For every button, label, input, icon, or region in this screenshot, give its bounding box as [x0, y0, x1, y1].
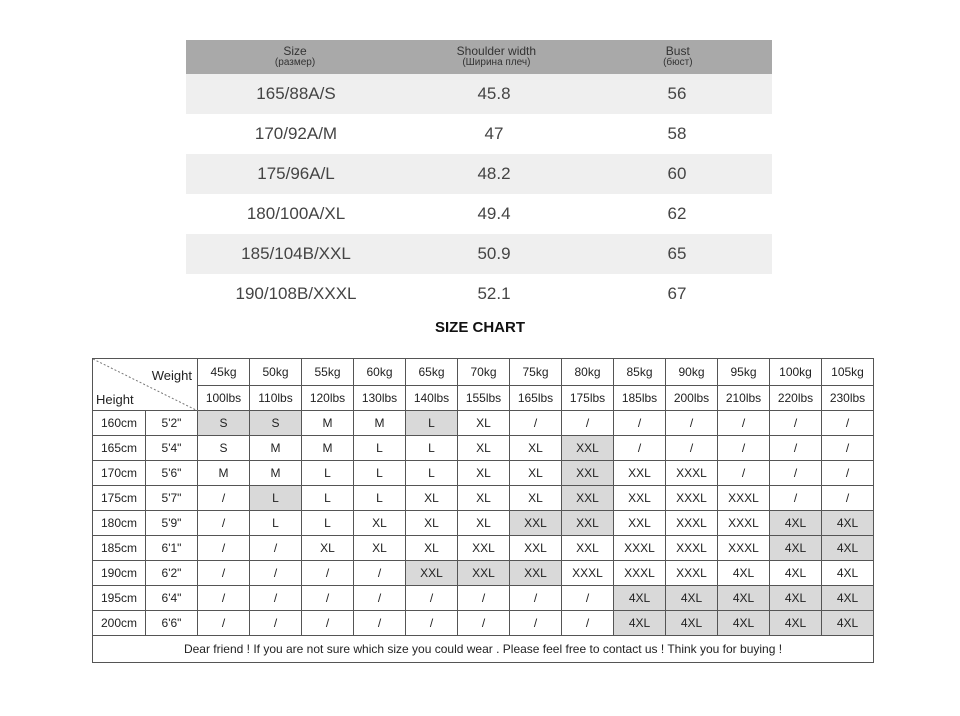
- size-cell: 4XL: [822, 611, 874, 636]
- size-cell: /: [198, 511, 250, 536]
- weight-kg-row: [93, 359, 874, 386]
- size-cell: XL: [510, 461, 562, 486]
- header-size-sublabel: (размер): [274, 57, 316, 68]
- bust-value: 62: [667, 204, 687, 223]
- weight-kg-header: 105kg: [822, 359, 874, 386]
- size-cell: /: [354, 561, 406, 586]
- shoulder-value: 50.9: [477, 244, 511, 263]
- size-cell: 4XL: [822, 536, 874, 561]
- size-cell: /: [250, 586, 302, 611]
- size-cell: /: [250, 536, 302, 561]
- height-ft: 6'6": [146, 611, 198, 636]
- header-size-label: Size: [283, 44, 307, 58]
- height-cm: 170cm: [93, 461, 146, 486]
- size-cell: /: [458, 611, 510, 636]
- weight-kg-header: 80kg: [562, 359, 614, 386]
- size-cell: /: [354, 586, 406, 611]
- size-cell: XL: [406, 486, 458, 511]
- note-row: [93, 636, 874, 663]
- header-shoulder: [409, 46, 584, 68]
- height-ft: 5'9": [146, 511, 198, 536]
- size-cell: L: [406, 411, 458, 436]
- size-cell: 4XL: [822, 586, 874, 611]
- size-cell: L: [406, 436, 458, 461]
- size-cell: XL: [302, 536, 354, 561]
- size-cell: L: [406, 461, 458, 486]
- size-cell: XXL: [562, 436, 614, 461]
- size-cell: 4XL: [770, 586, 822, 611]
- size-cell: XXXL: [614, 536, 666, 561]
- height-row: [93, 461, 874, 486]
- measurement-row: [186, 74, 772, 114]
- size-cell: XXL: [406, 561, 458, 586]
- height-cm: 195cm: [93, 586, 146, 611]
- size-value: 165/88A/S: [256, 84, 336, 103]
- size-cell: 4XL: [770, 536, 822, 561]
- size-cell: /: [562, 611, 614, 636]
- size-cell: 4XL: [614, 586, 666, 611]
- size-cell: 4XL: [770, 511, 822, 536]
- size-cell: /: [822, 461, 874, 486]
- size-cell: /: [406, 611, 458, 636]
- size-cell: XXXL: [614, 561, 666, 586]
- bust-value: 65: [667, 244, 687, 263]
- height-ft: 5'4": [146, 436, 198, 461]
- bust-value: 60: [667, 164, 687, 183]
- weight-kg-header: 50kg: [250, 359, 302, 386]
- height-row: [93, 561, 874, 586]
- size-cell: L: [250, 486, 302, 511]
- height-ft: 6'2": [146, 561, 198, 586]
- height-row: [93, 486, 874, 511]
- weight-lbs-header: 155lbs: [458, 386, 510, 411]
- height-cm: 160cm: [93, 411, 146, 436]
- size-cell: XL: [458, 436, 510, 461]
- measurement-row: [186, 154, 772, 194]
- size-cell: /: [250, 611, 302, 636]
- header-bust: [584, 46, 772, 68]
- chart-title: SIZE CHART: [435, 319, 525, 336]
- header-bust-label: Bust: [665, 44, 690, 58]
- size-value: 170/92A/M: [254, 124, 338, 143]
- weight-kg-header: 85kg: [614, 359, 666, 386]
- height-row: [93, 586, 874, 611]
- height-cm: 200cm: [93, 611, 146, 636]
- weight-lbs-header: 100lbs: [198, 386, 250, 411]
- size-cell: M: [302, 411, 354, 436]
- height-ft: 5'7": [146, 486, 198, 511]
- size-cell: 4XL: [822, 511, 874, 536]
- size-cell: /: [822, 486, 874, 511]
- measurement-row: [186, 194, 772, 234]
- size-cell: XL: [406, 536, 458, 561]
- measurement-row: [186, 274, 772, 314]
- size-cell: XL: [354, 536, 406, 561]
- size-cell: /: [302, 586, 354, 611]
- size-value: 190/108B/XXXL: [235, 284, 357, 303]
- weight-kg-header: 100kg: [770, 359, 822, 386]
- height-row: [93, 611, 874, 636]
- shoulder-value: 47: [484, 124, 504, 143]
- height-ft: 6'1": [146, 536, 198, 561]
- weight-lbs-row: [93, 386, 874, 411]
- measurement-header-row: [186, 40, 772, 74]
- size-cell: XL: [458, 486, 510, 511]
- size-cell: XXXL: [718, 486, 770, 511]
- size-cell: XL: [510, 486, 562, 511]
- weight-kg-header: 65kg: [406, 359, 458, 386]
- size-cell: /: [198, 586, 250, 611]
- size-cell: 4XL: [718, 586, 770, 611]
- size-cell: /: [770, 461, 822, 486]
- size-cell: L: [354, 486, 406, 511]
- size-cell: /: [250, 561, 302, 586]
- size-cell: /: [562, 411, 614, 436]
- size-cell: 4XL: [666, 611, 718, 636]
- size-cell: 4XL: [718, 561, 770, 586]
- size-cell: /: [458, 586, 510, 611]
- size-cell: XXXL: [666, 561, 718, 586]
- weight-lbs-header: 220lbs: [770, 386, 822, 411]
- header-shoulder-sublabel: (Ширина плеч): [462, 57, 531, 68]
- weight-lbs-header: 130lbs: [354, 386, 406, 411]
- size-cell: /: [354, 611, 406, 636]
- bust-value: 56: [667, 84, 687, 103]
- weight-kg-header: 70kg: [458, 359, 510, 386]
- height-cm: 180cm: [93, 511, 146, 536]
- size-cell: XXL: [510, 511, 562, 536]
- size-cell: XXL: [510, 561, 562, 586]
- size-cell: /: [198, 561, 250, 586]
- weight-lbs-header: 120lbs: [302, 386, 354, 411]
- size-cell: /: [770, 436, 822, 461]
- size-cell: /: [718, 436, 770, 461]
- weight-lbs-header: 175lbs: [562, 386, 614, 411]
- size-cell: XL: [458, 411, 510, 436]
- size-cell: /: [510, 411, 562, 436]
- size-cell: XXL: [562, 486, 614, 511]
- shoulder-value: 48.2: [477, 164, 511, 183]
- size-cell: 4XL: [718, 611, 770, 636]
- size-cell: XL: [510, 436, 562, 461]
- measurement-row: [186, 234, 772, 274]
- size-cell: XXXL: [666, 461, 718, 486]
- size-cell: XXL: [614, 511, 666, 536]
- size-cell: /: [666, 411, 718, 436]
- size-cell: XL: [406, 511, 458, 536]
- measurement-table: [186, 40, 772, 314]
- size-cell: XXL: [562, 461, 614, 486]
- size-cell: /: [302, 611, 354, 636]
- size-cell: L: [354, 436, 406, 461]
- bust-value: 58: [667, 124, 687, 143]
- size-cell: 4XL: [770, 561, 822, 586]
- size-cell: /: [198, 486, 250, 511]
- size-grid: [92, 358, 874, 663]
- size-cell: XL: [458, 461, 510, 486]
- weight-kg-header: 75kg: [510, 359, 562, 386]
- weight-lbs-header: 165lbs: [510, 386, 562, 411]
- shoulder-value: 49.4: [477, 204, 511, 223]
- size-cell: M: [302, 436, 354, 461]
- size-cell: L: [354, 461, 406, 486]
- size-cell: XXL: [562, 511, 614, 536]
- weight-label: Weight: [151, 368, 192, 383]
- size-value: 175/96A/L: [257, 164, 335, 183]
- size-cell: M: [198, 461, 250, 486]
- grid-corner: [93, 359, 198, 411]
- size-cell: /: [510, 586, 562, 611]
- size-cell: /: [770, 486, 822, 511]
- height-ft: 5'6": [146, 461, 198, 486]
- size-cell: XXXL: [666, 536, 718, 561]
- size-cell: /: [822, 411, 874, 436]
- height-row: [93, 511, 874, 536]
- size-cell: L: [302, 511, 354, 536]
- shoulder-value: 52.1: [477, 284, 511, 303]
- size-cell: XL: [354, 511, 406, 536]
- size-cell: 4XL: [822, 561, 874, 586]
- weight-kg-header: 90kg: [666, 359, 718, 386]
- size-cell: M: [250, 461, 302, 486]
- weight-kg-header: 60kg: [354, 359, 406, 386]
- size-cell: M: [250, 436, 302, 461]
- height-ft: 5'2": [146, 411, 198, 436]
- size-cell: L: [302, 486, 354, 511]
- header-size: [186, 46, 409, 68]
- weight-lbs-header: 200lbs: [666, 386, 718, 411]
- height-row: [93, 411, 874, 436]
- size-value: 180/100A/XL: [246, 204, 346, 223]
- size-cell: XL: [458, 511, 510, 536]
- weight-kg-header: 55kg: [302, 359, 354, 386]
- height-row: [93, 436, 874, 461]
- height-ft: 6'4": [146, 586, 198, 611]
- size-cell: XXL: [614, 461, 666, 486]
- size-value: 185/104B/XXL: [241, 244, 351, 263]
- size-cell: L: [302, 461, 354, 486]
- size-cell: XXXL: [666, 511, 718, 536]
- measurement-row: [186, 114, 772, 154]
- size-cell: XXL: [510, 536, 562, 561]
- size-cell: 4XL: [770, 611, 822, 636]
- size-cell: XXXL: [718, 536, 770, 561]
- size-cell: 4XL: [614, 611, 666, 636]
- header-shoulder-label: Shoulder width: [456, 44, 537, 58]
- size-cell: /: [198, 536, 250, 561]
- height-row: [93, 536, 874, 561]
- bust-value: 67: [667, 284, 687, 303]
- size-cell: S: [198, 411, 250, 436]
- size-cell: /: [302, 561, 354, 586]
- size-cell: /: [770, 411, 822, 436]
- size-cell: XXL: [458, 561, 510, 586]
- size-cell: /: [562, 586, 614, 611]
- height-label: Height: [96, 392, 134, 407]
- weight-kg-header: 45kg: [198, 359, 250, 386]
- size-cell: XXXL: [718, 511, 770, 536]
- size-cell: XXL: [562, 536, 614, 561]
- size-cell: /: [822, 436, 874, 461]
- size-cell: /: [198, 611, 250, 636]
- size-cell: 4XL: [666, 586, 718, 611]
- size-cell: /: [510, 611, 562, 636]
- height-cm: 185cm: [93, 536, 146, 561]
- size-cell: M: [354, 411, 406, 436]
- weight-lbs-header: 230lbs: [822, 386, 874, 411]
- shoulder-value: 45.8: [477, 84, 511, 103]
- height-cm: 190cm: [93, 561, 146, 586]
- size-cell: S: [198, 436, 250, 461]
- weight-lbs-header: 140lbs: [406, 386, 458, 411]
- size-cell: XXL: [614, 486, 666, 511]
- weight-lbs-header: 210lbs: [718, 386, 770, 411]
- size-cell: /: [718, 411, 770, 436]
- height-cm: 175cm: [93, 486, 146, 511]
- weight-lbs-header: 185lbs: [614, 386, 666, 411]
- size-cell: /: [666, 436, 718, 461]
- size-cell: XXXL: [562, 561, 614, 586]
- size-cell: XXXL: [666, 486, 718, 511]
- size-cell: /: [614, 411, 666, 436]
- size-cell: /: [718, 461, 770, 486]
- weight-kg-header: 95kg: [718, 359, 770, 386]
- size-cell: L: [250, 511, 302, 536]
- contact-note: Dear friend ! If you are not sure which size you could wear . Please feel free to contact us ! Think you for buying !: [93, 636, 874, 663]
- weight-lbs-header: 110lbs: [250, 386, 302, 411]
- size-cell: /: [614, 436, 666, 461]
- height-cm: 165cm: [93, 436, 146, 461]
- size-cell: S: [250, 411, 302, 436]
- header-bust-sublabel: (бюст): [663, 57, 693, 68]
- size-cell: /: [406, 586, 458, 611]
- size-cell: XXL: [458, 536, 510, 561]
